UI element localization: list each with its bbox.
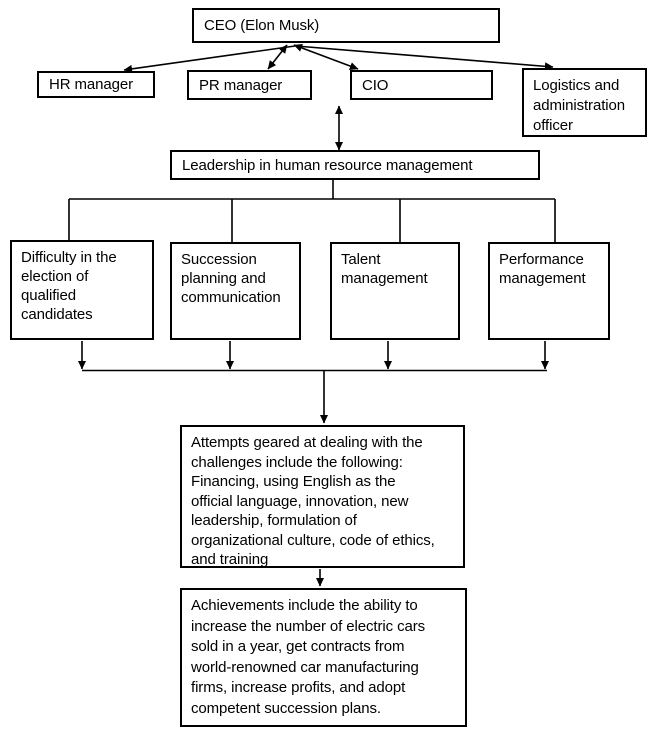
node-cio	[350, 70, 493, 100]
node-achievements-line: increase the number of electric cars	[191, 617, 426, 635]
node-pr-manager-label: PR manager	[199, 76, 283, 94]
node-attempts-line: and training	[191, 551, 269, 568]
node-difficulty-line: candidates	[21, 306, 93, 323]
node-logistics-line: Logistics and	[533, 77, 620, 94]
node-attempts-line: organizational culture, code of ethics,	[191, 531, 435, 549]
node-talent-line: Talent	[341, 251, 381, 268]
node-leadership-hrm-label: Leadership in human resource management	[182, 156, 473, 174]
node-pr-manager	[187, 70, 312, 100]
node-hr-manager-label: HR manager	[49, 76, 134, 93]
node-achievements-line: world-renowned car manufacturing	[191, 658, 419, 676]
node-ceo-label: CEO (Elon Musk)	[204, 17, 320, 34]
node-succession-line: Succession	[181, 251, 257, 268]
node-performance-management	[488, 242, 610, 340]
node-talent-management	[330, 242, 460, 340]
node-attempts	[180, 425, 465, 568]
node-succession-line: planning and	[181, 270, 266, 287]
node-talent-line: management	[341, 270, 428, 287]
node-achievements-line: sold in a year, get contracts from	[191, 638, 405, 655]
node-attempts-line: official language, innovation, new	[191, 492, 409, 510]
node-succession-planning	[170, 242, 301, 340]
node-succession-line: communication	[181, 289, 281, 306]
node-difficulty-line: qualified	[21, 287, 76, 304]
node-achievements-line: firms, increase profits, and adopt	[191, 679, 406, 696]
node-difficulty-line: election of	[21, 268, 89, 285]
node-ceo	[192, 8, 500, 43]
node-performance-line: management	[499, 270, 586, 287]
node-cio-label: CIO	[362, 76, 389, 94]
node-hr-manager	[37, 71, 155, 98]
node-difficulty-line: Difficulty in the	[21, 249, 117, 266]
node-attempts-line: leadership, formulation of	[191, 512, 357, 529]
node-attempts-line: Financing, using English as the	[191, 473, 396, 490]
node-attempts-line: challenges include the following:	[191, 453, 403, 471]
edge-distributor-tree	[69, 199, 555, 242]
node-logistics-officer	[522, 68, 647, 137]
edge-ceo-to-logistics	[296, 46, 553, 67]
node-attempts-line: Attempts geared at dealing with the	[191, 434, 423, 451]
node-difficulty-candidates	[10, 240, 154, 340]
node-performance-line: Performance	[499, 251, 584, 268]
node-leadership-hrm	[170, 150, 540, 180]
node-logistics-line: administration	[533, 97, 625, 114]
node-achievements	[180, 588, 467, 727]
node-achievements-line: competent succession plans.	[191, 699, 381, 717]
node-logistics-line: officer	[533, 117, 573, 134]
node-achievements-line: Achievements include the ability to	[191, 597, 418, 614]
